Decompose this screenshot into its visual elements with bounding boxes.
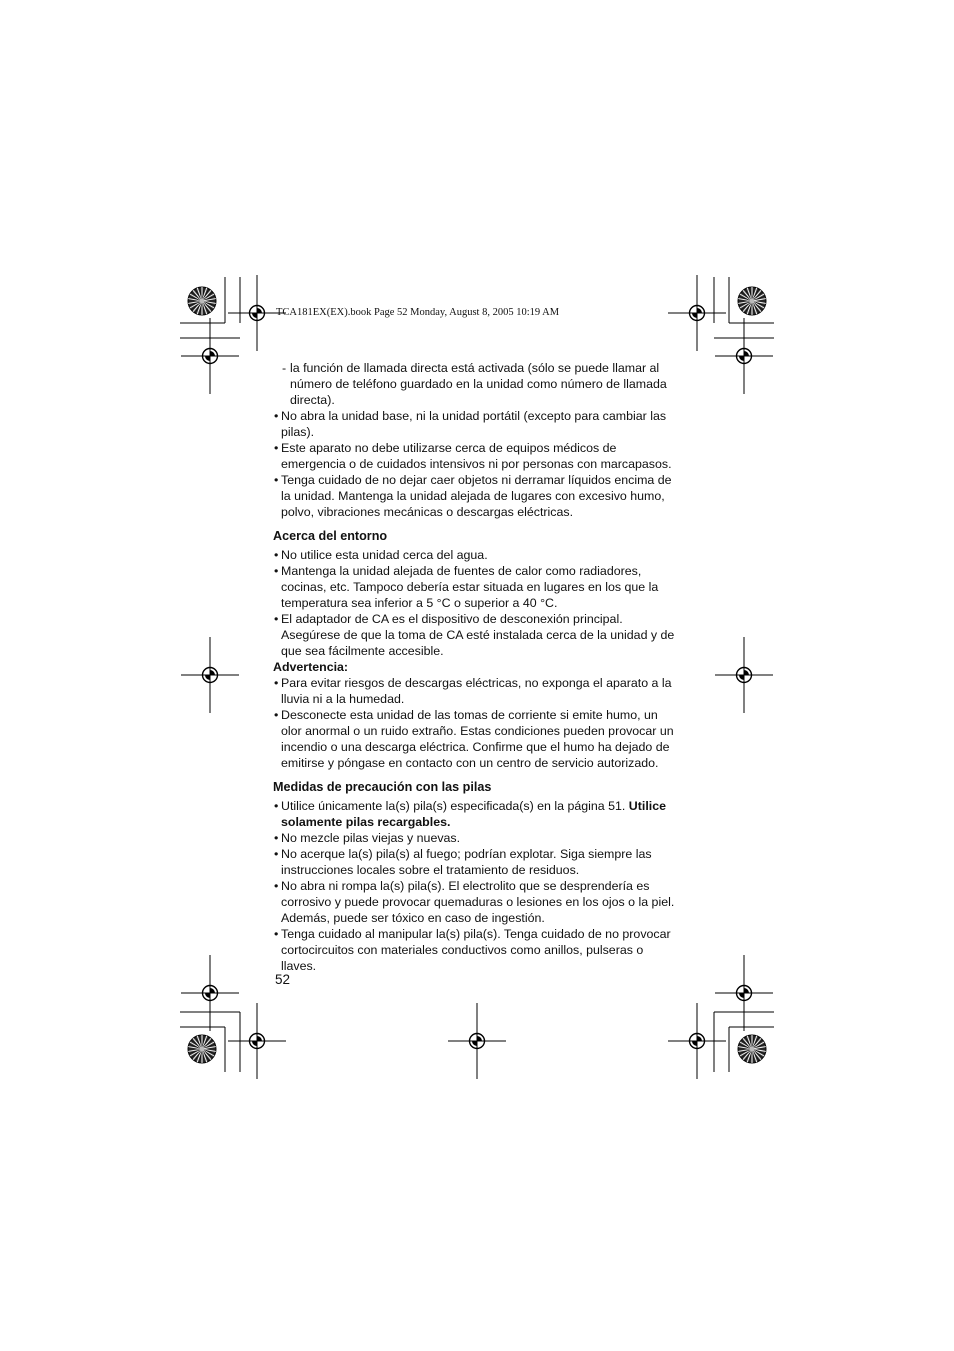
registration-target-icon — [668, 275, 726, 351]
registration-target-icon — [181, 318, 239, 394]
list-item — [273, 472, 679, 520]
list-item — [273, 547, 679, 563]
list-item-text: Este aparato no debe utilizarse cerca de equipos médicos de emergencia o de cuidados intensivos ni por personas con marcapasos. — [281, 441, 672, 471]
registration-target-icon — [228, 1003, 286, 1079]
list-item — [273, 707, 679, 771]
page-number: 52 — [275, 972, 291, 987]
list-item — [273, 408, 679, 440]
color-star-target-icon — [188, 1035, 216, 1063]
bullet-marker: • — [274, 564, 279, 578]
list-item — [273, 440, 679, 472]
list-item — [273, 563, 679, 611]
list-item — [273, 830, 679, 846]
list-item-text: Para evitar riesgos de descargas eléctricas, no exponga el aparato a la lluvia ni a la humedad. — [281, 676, 672, 706]
bullet-marker: • — [274, 799, 279, 813]
list-item-text: No mezcle pilas viejas y nuevas. — [281, 831, 461, 845]
list-item-text: No utilice esta unidad cerca del agua. — [281, 548, 488, 562]
list-item — [273, 878, 679, 926]
registration-target-icon — [715, 637, 773, 713]
list-item-text: El adaptador de CA es el dispositivo de desconexión principal. Asegúrese de que la toma de CA esté instalada cerca de la unidad y de que sea fácilmente accesible. — [281, 612, 675, 658]
dash-marker: - — [282, 361, 287, 375]
bullet-marker: • — [274, 879, 279, 893]
registration-target-icon — [181, 637, 239, 713]
list-item — [273, 798, 679, 830]
registration-target-icon — [181, 955, 239, 1031]
color-star-target-icon — [738, 1035, 766, 1063]
list-item-text: No abra la unidad base, ni la unidad portátil (excepto para cambiar las pilas). — [281, 409, 667, 439]
bullet-marker: • — [274, 927, 279, 941]
list-item-text: Tenga cuidado de no dejar caer objetos ni derramar líquidos encima de la unidad. Mantenga la unidad alejada de lugares con excesivo humo, polvo, vibraciones mecánicas o descargas eléctricas. — [281, 473, 672, 519]
emphasis-text: Utilice solamente pilas recargables. — [281, 799, 666, 829]
list-item-text: la función de llamada directa está activada (sólo se puede llamar al número de teléfono guardado en la unidad como número de llamada directa). — [290, 361, 667, 407]
bullet-marker: • — [274, 831, 279, 845]
bullet-marker: • — [274, 473, 279, 487]
registration-target-icon — [715, 318, 773, 394]
list-item — [273, 360, 679, 408]
bullet-marker: • — [274, 847, 279, 861]
warning-heading: Advertencia: — [273, 660, 349, 674]
print-header: TCA181EX(EX).book Page 52 Monday, August 8, 2005 10:19 AM — [276, 307, 560, 318]
section-heading-batteries: Medidas de precaución con las pilas — [273, 780, 492, 794]
list-item — [273, 675, 679, 707]
bullet-marker: • — [274, 676, 279, 690]
registration-target-icon — [448, 1003, 506, 1079]
page-content — [273, 360, 679, 974]
color-star-target-icon — [188, 287, 216, 315]
bullet-marker: • — [274, 441, 279, 455]
list-item-text: No abra ni rompa la(s) pila(s). El electrolito que se desprendería es corrosivo y puede provocar quemaduras o lesiones en los ojos o la piel. Además, puede ser tóxico en caso de ingestión. — [281, 879, 675, 925]
color-star-target-icon — [738, 287, 766, 315]
bullet-marker: • — [274, 409, 279, 423]
list-item — [273, 846, 679, 878]
registration-target-icon — [668, 1003, 726, 1079]
list-item-text: Desconecte esta unidad de las tomas de corriente si emite humo, un olor anormal o un ruido extraño. Estas condiciones pueden provocar un incendio o una descarga eléctrica. Confirme que el humo ha dejado de emitirse y póngase en contacto con un centro de servicio autorizado. — [281, 708, 674, 770]
bullet-marker: • — [274, 612, 279, 626]
list-item-text: Mantenga la unidad alejada de fuentes de calor como radiadores, cocinas, etc. Tampoco debería estar situada en lugares en los que la temperatura sea inferior a 5 °C o superior a 40 °C. — [281, 564, 659, 610]
list-item-text: Tenga cuidado al manipular la(s) pila(s). Tenga cuidado de no provocar cortocircuitos con materiales conductivos como anillos, pulseras o llaves. — [281, 927, 671, 973]
list-item — [273, 611, 679, 659]
list-item-text: Utilice únicamente la(s) pila(s) especificada(s) en la página 51. — [281, 799, 629, 813]
list-item — [273, 926, 679, 974]
bullet-marker: • — [274, 548, 279, 562]
registration-target-icon — [715, 955, 773, 1031]
bullet-marker: • — [274, 708, 279, 722]
list-item-text: No acerque la(s) pila(s) al fuego; podrían explotar. Siga siempre las instrucciones locales sobre el tratamiento de residuos. — [281, 847, 652, 877]
section-heading-environment: Acerca del entorno — [273, 529, 388, 543]
